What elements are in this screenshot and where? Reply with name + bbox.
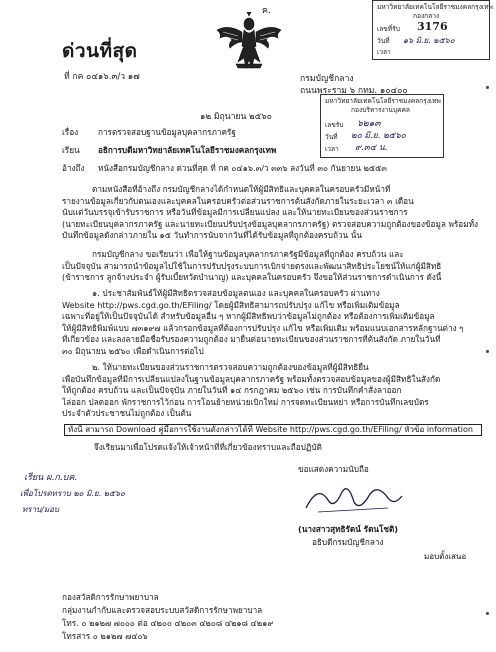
stamp-time-label: เวลา — [377, 48, 391, 56]
recipient-text: อธิการบดีมหาวิทยาลัยเทคโนโลยีราชมงคลกรุงเทพ — [98, 145, 277, 155]
top-mark: ฅ. — [262, 6, 271, 16]
receipt-stamp-top — [372, 0, 493, 60]
stamp-org: มหาวิทยาลัยเทคโนโลยีราชมงคลกรุงเทพ — [377, 3, 493, 11]
stamp-date-label: วันที่ — [325, 133, 338, 141]
subject-text: การตรวจสอบฐานข้อมูลบุคลากรภาครัฐ — [98, 127, 236, 137]
paragraph-line: เพื่อบันทึกข้อมูลที่มีการเปลี่ยนแปลงในฐานข้อมูลบุคลากรภาครัฐ พร้อมทั้งตรวจสอบข้อมูลของผู้มีสิทธิในสังกัด — [62, 373, 441, 384]
stamp-recv-number: ๖๒๑๓ — [357, 119, 381, 129]
stamp-division: กองกลาง — [413, 12, 440, 20]
stamp-division: กองบริหารงานบุคคล — [351, 106, 410, 114]
paragraph-line: นับแต่วันบรรจุเข้ารับราชการ หรือวันที่ข้อมูลมีการเปลี่ยนแปลง และให้นายทะเบียนของส่วนราชการ — [62, 207, 408, 218]
paragraph-background — [62, 184, 480, 242]
stamp-date-value: ๑๖ มิ.ย. ๒๕๖๐ — [403, 36, 455, 45]
paragraph-line: เป็นปัจจุบัน สามารถนำข้อมูลไปใช้ในการปรับปรุงระบบการเบิกจ่ายตรงและพัฒนาสิทธิประโยชน์ให้แก่ผู้มีสิทธิ — [62, 260, 442, 271]
paragraph-line: ที่เกี่ยวข้อง และลงลายมือชื่อรับรองความถูกต้อง มายื่นต่อนายทะเบียนของส่วนราชการที่ต้นสังกัด ภายในวันที่ — [62, 334, 441, 345]
margin-note-2: เพื่อโปรดทราบ ๒๐ มิ.ย. ๒๕๖๐ — [20, 489, 125, 498]
document-number: ที่ กค ๐๔๑๖.๓/ว ๑๗ — [64, 72, 140, 82]
closing-request: จึงเรียนมาเพื่อโปรดแจ้งให้เจ้าหน้าที่ที่เกี่ยวข้องทราบและถือปฏิบัติ — [94, 442, 322, 452]
paragraph-line: (ข้าราชการ ลูกจ้างประจำ ผู้รับเบี้ยหวัดบำนาญ) และบุคคลในครอบครัว จึงขอให้ส่วนราชการดำเนินการ ดังนี้ — [62, 272, 442, 283]
stamp-time-value: ๙.๓๔ น. — [355, 143, 388, 153]
recipient-label: เรียน — [62, 145, 80, 155]
reference-text: หนังสือกรมบัญชีกลาง ด่วนที่สุด ที่ กค ๐๔๑๖.๓/ว ๓๓๖ ลงวันที่ ๓๐ กันยายน ๒๕๕๓ — [98, 163, 387, 173]
paragraph-request — [62, 249, 480, 284]
closing-salutation: ขอแสดงความนับถือ — [298, 464, 369, 474]
margin-note-1: เรียน ผ.ก.บค. — [24, 473, 78, 483]
signer-title: อธิบดีกรมบัญชีกลาง — [312, 537, 384, 547]
paragraph-line: บันทึกข้อมูลดังกล่าวภายใน ๑๕ วันทำการนับจากวันที่ได้รับข้อมูลที่ถูกต้องครบถ้วน นั้น — [62, 230, 362, 241]
paragraph-line: รายงานข้อมูลเกี่ยวกับตนเองและบุคคลในครอบครัวต่อส่วนราชการต้นสังกัดภายในระยะเวลา ๓ เดือน — [62, 195, 414, 206]
footer-group: กลุ่มงานกำกับและตรวจสอบระบบสวัสดิการรักษาพยาบาล — [62, 605, 263, 615]
stamp-recv-label: เลขที่รับ — [377, 25, 400, 33]
paragraph-line: กรมบัญชีกลาง ขอเรียนว่า เพื่อให้ฐานข้อมูลบุคลากรภาครัฐมีข้อมูลที่ถูกต้อง ครบถ้วน และ — [92, 249, 404, 259]
assign-note: มอบตั้งเสนอ — [424, 552, 467, 561]
paragraph-line: ๑. ประชาสัมพันธ์ให้ผู้มีสิทธิตรวจสอบข้อมูลตนเอง และบุคคลในครอบครัว ผ่านทาง — [92, 288, 380, 298]
paragraph-line: Website http://pws.cgd.go.th/EFiling/ โดยผู้มีสิทธิสามารถปรับปรุง แก้ไข หรือเพิ่มเติมข้อมูล — [62, 299, 400, 310]
footer-fax: โทรสาร ๐ ๒๑๒๗ ๗๔๐๖ — [62, 631, 148, 641]
receipt-stamp-hr — [320, 94, 444, 158]
margin-note-3: ทราบ/มอบ — [22, 505, 59, 514]
paragraph-line: ประจำตัวประชาชนไม่ถูกต้อง เป็นต้น — [62, 408, 192, 419]
paragraph-line: ให้ถูกต้อง ครบถ้วน และเป็นปัจจุบัน ภายในวันที่ ๑๔ กรกฎาคม ๒๕๖๐ เช่น การบันทึกคำสั่งลาออก — [62, 385, 402, 396]
scan-speck — [486, 350, 489, 353]
stamp-date-label: วันที่ — [377, 37, 390, 45]
paragraph-item-2 — [62, 362, 480, 420]
reference-label: อ้างถึง — [62, 163, 85, 173]
stamp-recv-label: เลขรับ — [325, 121, 344, 129]
paragraph-item-1 — [62, 288, 480, 358]
paragraph-line: (นายทะเบียนบุคลากรภาครัฐ และนายทะเบียนปรับปรุงข้อมูลบุคลากรภาครัฐ) ตรวจสอบความถูกต้องของข้อมูล พร้อมทั้ง — [62, 218, 478, 229]
signer-name: (นางสาวสุทธิรัตน์ รัตนโชติ) — [298, 524, 399, 534]
director-signature — [298, 478, 408, 518]
urgent-label: ด่วนที่สุด — [62, 40, 138, 62]
stamp-time-label: เวลา — [325, 145, 339, 153]
garuda-emblem-icon — [214, 12, 284, 74]
issuer-address: ถนนพระราม ๖ กทม. ๑๐๔๐๐ — [300, 86, 408, 96]
paragraph-line: เฉพาะที่อยู่ให้เป็นปัจจุบันได้ สำหรับข้อมูลอื่น ๆ หากผู้มีสิทธิพบว่าข้อมูลไม่ถูกต้อง หรือต้องการเพิ่มเติมข้อมูล — [62, 311, 435, 322]
paragraph-line: ไล่ออก ปลดออก พักราชการไว้ก่อน การโอนย้ายหน่วยเบิกใหม่ การจดทะเบียนหย่า หรือการบันทึกเลขบัตร — [62, 396, 429, 407]
stamp-date-value: ๒๐ มิ.ย. ๒๕๖๐ — [351, 131, 406, 141]
scan-speck — [486, 86, 489, 89]
scan-speck — [486, 612, 489, 615]
issuer-name: กรมบัญชีกลาง — [300, 74, 354, 84]
stamp-recv-number: 3176 — [417, 20, 448, 33]
paragraph-line: ให้ผู้มีสิทธิพิมพ์แบบ ๗๓๑๙๗ แล้วกรอกข้อมูลที่ต้องการปรับปรุง แก้ไข หรือเพิ่มเติม พร้อมแนบเอกสารหลักฐานต่าง ๆ — [62, 322, 464, 333]
paragraph-line: ๒. ให้นายทะเบียนของส่วนราชการตรวจสอบความถูกต้องของข้อมูลที่ผู้มีสิทธิยื่น — [92, 362, 369, 372]
paragraph-line: ตามหนังสือที่อ้างถึง กรมบัญชีกลางได้กำหนดให้ผู้มีสิทธิและบุคคลในครอบครัวมีหน้าที่ — [92, 184, 391, 194]
footer-tel: โทร. ๐ ๒๑๒๗ ๗๐๐๐ ต่อ ๔๒๐๐ ๔๒๐๓ ๔๒๐๘ ๔๒๑๘ ๔๒๑๙ — [62, 618, 274, 628]
paragraph-line: ๓๐ มิถุนายน ๒๕๖๐ เพื่อดำเนินการต่อไป — [62, 345, 204, 356]
document-date: ๑๒ มิถุนายน ๒๕๖๐ — [200, 112, 272, 122]
download-note: ทั้งนี้ สามารถ Download คู่มือการใช้งานดังกล่าวได้ที่ Website http://pws.cgd.go.th/EFiling/ หัวข้อ information — [64, 424, 482, 436]
footer-division: กองสวัสดิการรักษาพยาบาล — [62, 592, 159, 602]
stamp-org: มหาวิทยาลัยเทคโนโลยีราชมงคลกรุงเทพ — [325, 97, 441, 105]
subject-label: เรื่อง — [62, 127, 79, 137]
